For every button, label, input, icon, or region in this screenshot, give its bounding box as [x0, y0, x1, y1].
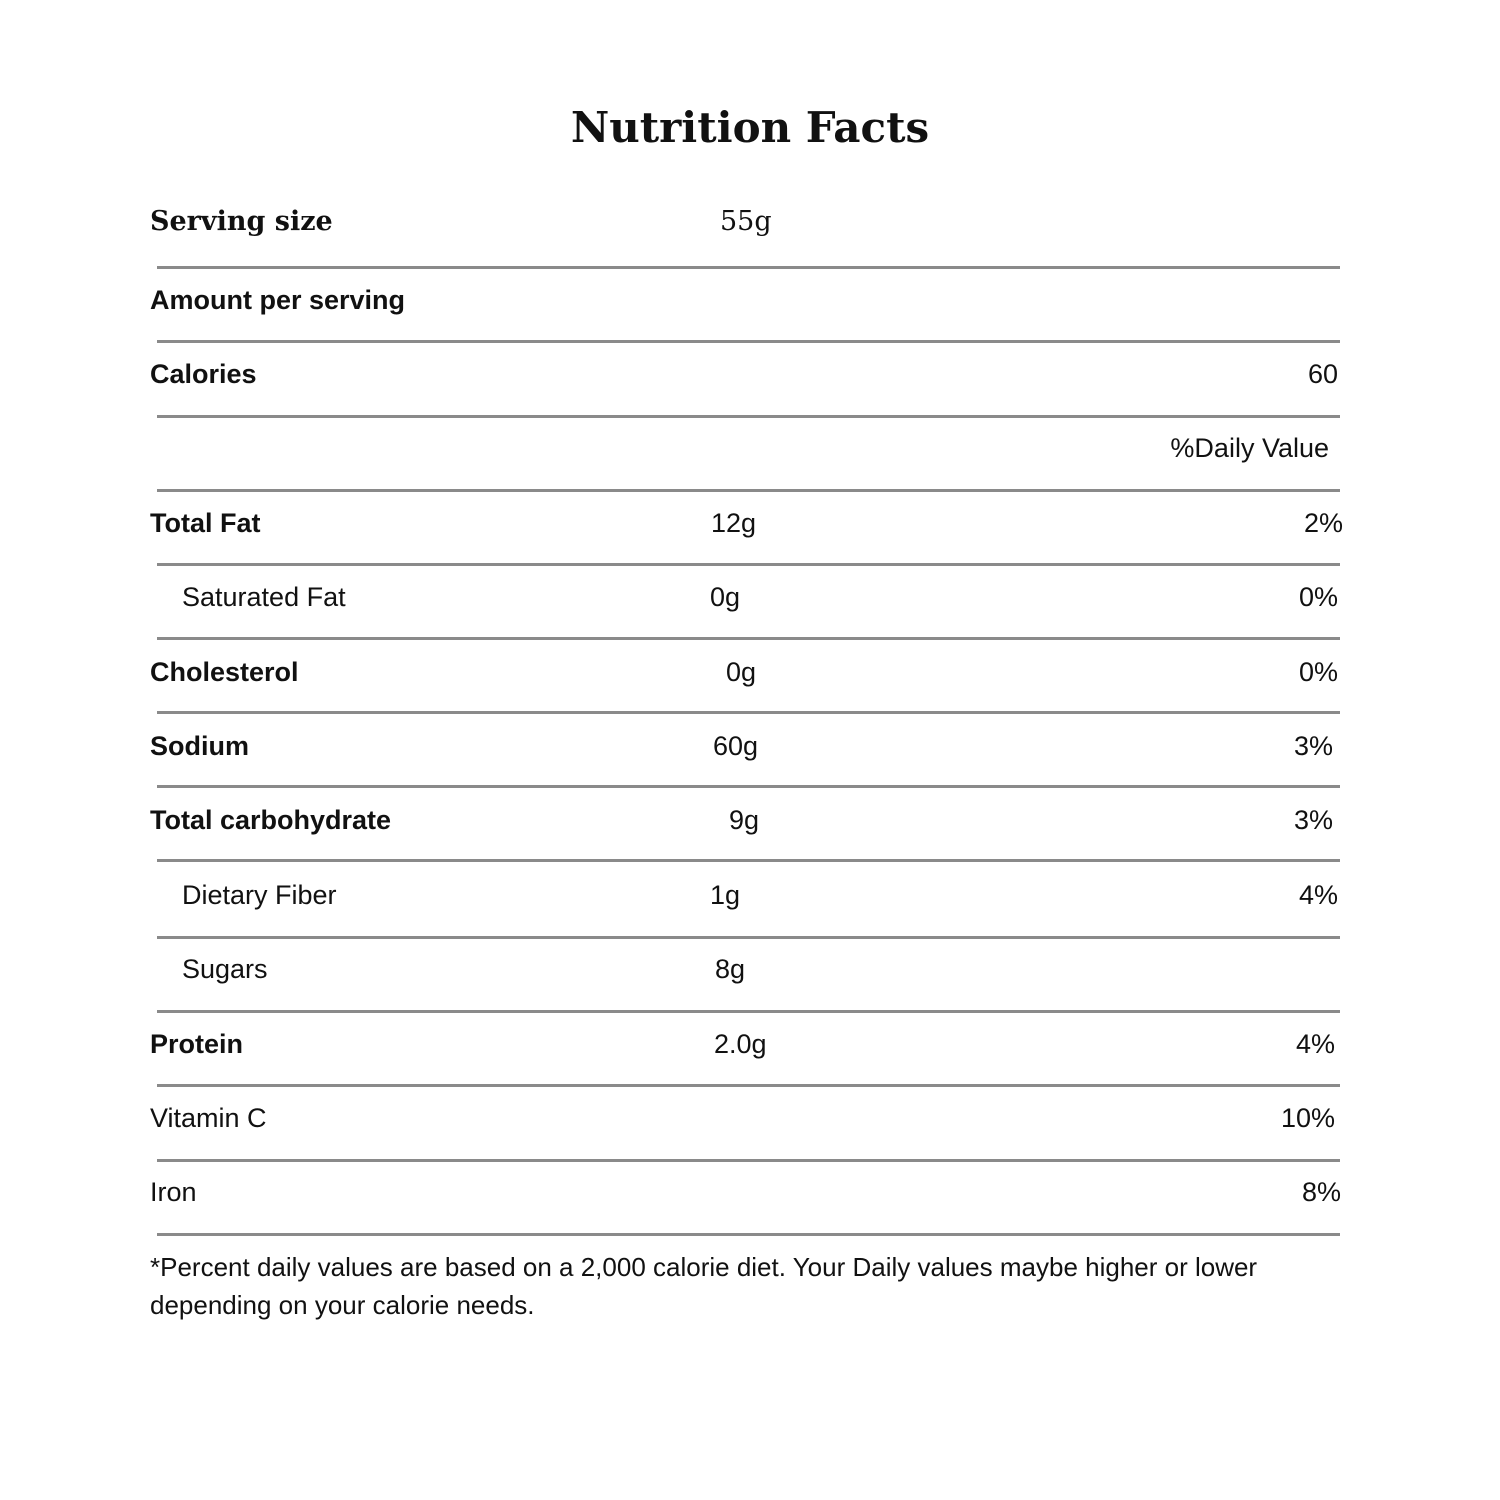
nutrient-name: Dietary Fiber [182, 880, 337, 910]
nutrient-row-total-fat [0, 503, 1500, 543]
nutrient-amount: 8g [715, 954, 746, 984]
nutrient-name: Total carbohydrate [150, 805, 392, 835]
divider [157, 711, 1340, 714]
nutrient-amount: 9g [729, 805, 760, 835]
nutrient-amount: 60g [713, 731, 759, 761]
vitamin-name: Iron [150, 1177, 197, 1207]
nutrient-row-cholesterol [0, 652, 1500, 692]
nutrient-name: Cholesterol [150, 657, 299, 687]
divider [157, 563, 1340, 566]
divider [157, 1084, 1340, 1087]
divider [157, 936, 1340, 939]
divider [157, 266, 1340, 269]
divider [157, 1233, 1340, 1236]
serving-size-label: Serving size [150, 206, 333, 237]
calories-label: Calories [150, 359, 257, 389]
amount-per-serving-row [0, 280, 1500, 320]
divider [157, 1159, 1340, 1162]
nutrient-row-sodium [0, 726, 1500, 766]
divider [157, 1010, 1340, 1013]
vitamin-name: Vitamin C [150, 1103, 267, 1133]
divider [157, 785, 1340, 788]
nutrient-row-dietary-fiber [0, 875, 1500, 915]
nutrient-row-protein [0, 1024, 1500, 1064]
nutrient-daily-value: 3% [1293, 805, 1333, 835]
vitamin-daily-value: 10% [1280, 1103, 1335, 1133]
nutrient-name: Total Fat [150, 508, 261, 538]
amount-per-serving-label: Amount per serving [150, 285, 406, 315]
vitamin-row-iron [0, 1172, 1500, 1212]
nutrient-daily-value: 2% [1303, 508, 1343, 538]
nutrient-name: Saturated Fat [182, 582, 346, 612]
page-title: Nutrition Facts [570, 103, 930, 152]
divider [157, 859, 1340, 862]
daily-value-header: %Daily Value [1170, 433, 1329, 463]
vitamin-daily-value: 8% [1301, 1177, 1341, 1207]
nutrient-amount: 2.0g [714, 1029, 767, 1059]
vitamin-row-vitamin-c [0, 1098, 1500, 1138]
nutrient-amount: 1g [710, 880, 741, 910]
daily-value-header-row [0, 428, 1500, 468]
nutrient-daily-value: 4% [1295, 1029, 1335, 1059]
nutrient-amount: 12g [711, 508, 757, 538]
nutrient-daily-value: 0% [1298, 582, 1338, 612]
nutrient-amount: 0g [710, 582, 741, 612]
nutrient-daily-value: 3% [1293, 731, 1333, 761]
nutrient-name: Protein [150, 1029, 244, 1059]
divider [157, 637, 1340, 640]
divider [157, 489, 1340, 492]
nutrient-daily-value: 4% [1298, 880, 1338, 910]
calories-value: 60 [1307, 359, 1338, 389]
serving-size-value: 55g [720, 206, 772, 237]
divider [157, 415, 1340, 418]
divider [157, 340, 1340, 343]
nutrient-amount: 0g [726, 657, 757, 687]
nutrient-daily-value: 0% [1298, 657, 1338, 687]
nutrient-row-total-carbohydrate [0, 800, 1500, 840]
footnote: *Percent daily values are based on a 2,000 calorie diet. Your Daily values maybe higher or lower depending on your calorie needs. [150, 1252, 1258, 1320]
nutrient-name: Sugars [182, 954, 268, 984]
nutrient-row-saturated-fat [0, 577, 1500, 617]
nutrient-name: Sodium [150, 731, 249, 761]
calories-row [0, 354, 1500, 394]
nutrient-row-sugars [0, 949, 1500, 989]
